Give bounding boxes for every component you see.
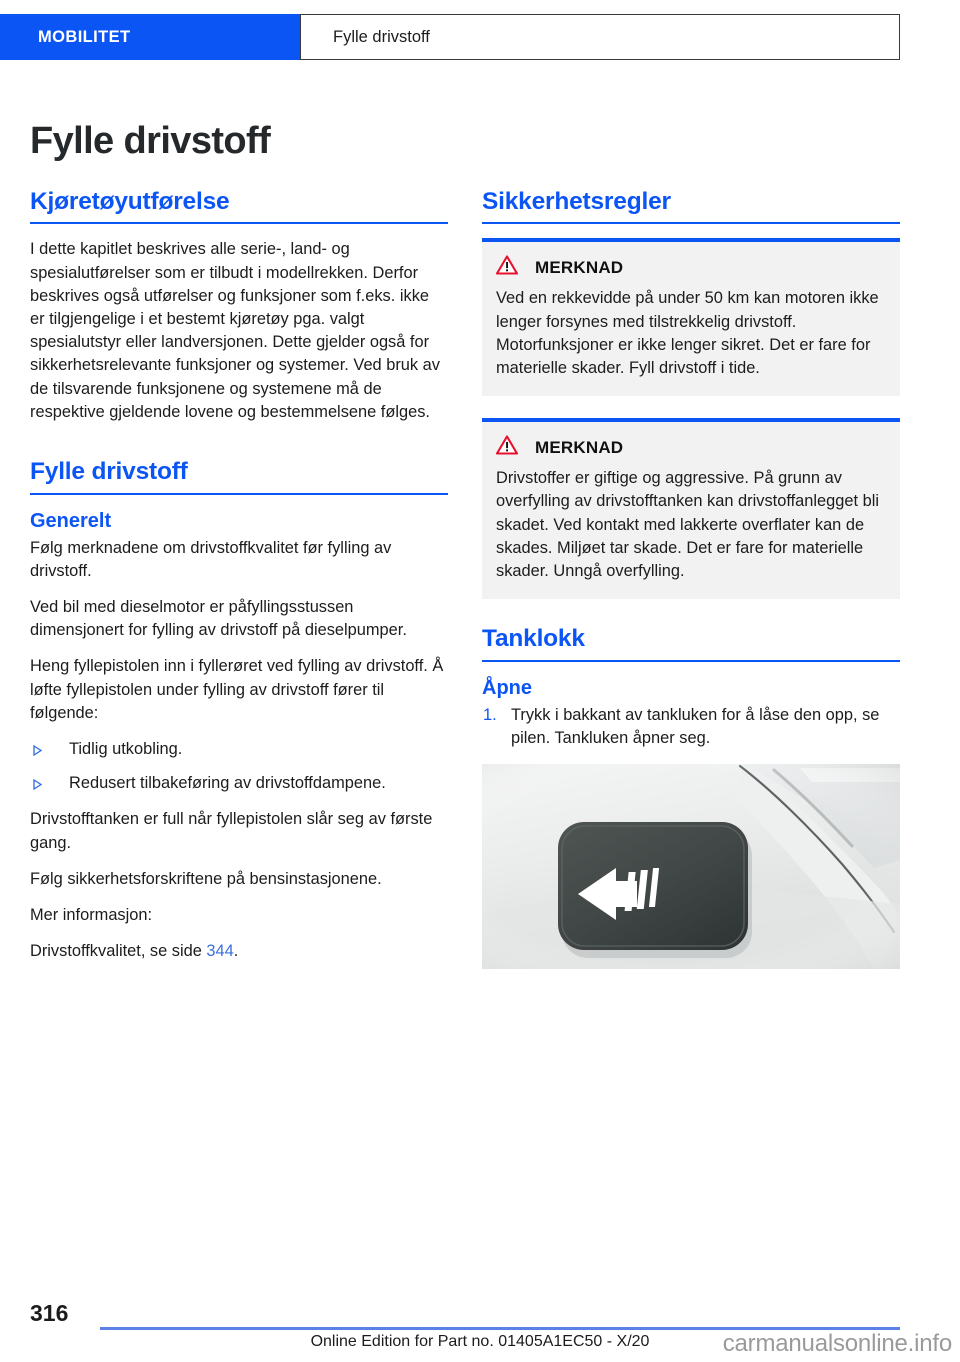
paragraph-5: Følg sikkerhetsforskriftene på bensinstasjonene. [30, 869, 382, 888]
footer-watermark: carmanualsonline.info [722, 1330, 952, 1357]
heading-sikkerhetsregler: Sikkerhetsregler [482, 188, 900, 224]
page-title: Fylle drivstoff [30, 120, 271, 163]
paragraph-3: Heng fyllepistolen inn i fyllerøret ved fylling av drivstoff. Å løfte fyllepistolen under fylling av drivstoff fører til følgende: [30, 657, 444, 722]
page-number: 316 [30, 1300, 69, 1326]
heading-kjoretoyutforelse: Kjøretøyutførelse [30, 188, 448, 224]
heading-fylle-drivstoff: Fylle drivstoff [30, 458, 448, 494]
right-column [482, 188, 900, 969]
notice-box [482, 418, 900, 599]
footer-edition-text: Online Edition for Part no. 01405A1EC50 - X/20 [310, 1333, 650, 1350]
bullet-list [30, 738, 448, 795]
heading-generelt: Generelt [30, 509, 112, 532]
paragraph-4: Drivstofftanken er full når fyllepistolen slår seg av første gang. [30, 810, 433, 852]
cross-reference-suffix: . [233, 942, 239, 961]
page-header [0, 14, 900, 60]
notice-title: MERKNAD [535, 257, 624, 277]
cross-reference [30, 940, 448, 963]
notice-box [482, 238, 900, 396]
list-item-label: Redusert tilbakeføring av drivstoffdampene. [69, 774, 386, 793]
list-item [30, 772, 448, 795]
list-item: Trykk i bakkant av tankluken for å låse den opp, se pilen. Tankluken åpner seg. [511, 705, 880, 747]
heading-tanklokk: Tanklokk [482, 625, 900, 661]
notice-header [496, 255, 886, 280]
warning-triangle-icon [496, 255, 518, 280]
list-item-label: Tidlig utkobling. [69, 739, 183, 758]
notice-text: Ved en rekkevidde på under 50 km kan motoren ikke lenger forsynes med tilstrekkelig drivstoff. Motorfunksjoner er ikke lenger sikret. Det er fare for materielle skader. Fyll drivstoff i tide. [496, 289, 879, 378]
notice-text: Drivstoffer er giftige og aggressive. På grunn av overfylling av drivstofftanken kan drivstoffanlegget bli skadet. Ved kontakt med lakkerte overflater kan de skades. Miljøet tar skade. Det er fare for materielle skader. Unngå overfylling. [496, 469, 879, 581]
paragraph-6: Mer informasjon: [30, 905, 153, 924]
cross-reference-page-link[interactable]: 344 [206, 942, 234, 961]
triangle-bullet-icon [33, 779, 41, 789]
steps-list [482, 704, 900, 750]
notice-title: MERKNAD [535, 437, 624, 457]
cross-reference-label: Drivstoffkvalitet, se side [30, 942, 207, 961]
paragraph-2: Ved bil med dieselmotor er påfyllingsstussen dimensjonert for fylling av drivstoff på dieselpumper. [30, 597, 407, 640]
header-chapter-tab [0, 14, 300, 60]
warning-triangle-icon [496, 435, 518, 460]
header-chapter-label: MOBILITET [38, 27, 131, 46]
triangle-bullet-icon [33, 745, 41, 755]
left-column [30, 188, 448, 976]
paragraph-1: Følg merknadene om drivstoffkvalitet før fylling av drivstoff. [30, 538, 392, 580]
list-item [30, 738, 448, 761]
header-section-tab [300, 14, 900, 60]
intro-paragraph: I dette kapitlet beskrives alle serie-, land- og spesialutførelser som er tilbudt i modellrekken. Derfor beskrives også utførelser og funksjoner som f.eks. ikke er tilgjengelige i et bestemt kjøretøy pga. valgt spesialutstyr eller landversjonen. Dette gjelder også for sikkerhetsrelevante funksjoner og systemer. Ved bruk av de tilsvarende funksjonene og systemene må de respektive gjeldende lovene og bestemmelsene følges. [30, 240, 440, 421]
fuel-flap-figure [482, 764, 900, 969]
header-section-label: Fylle drivstoff [333, 27, 430, 46]
fuel-flap-photo [482, 764, 900, 969]
heading-apne: Åpne [482, 676, 532, 699]
notice-header [496, 435, 886, 460]
